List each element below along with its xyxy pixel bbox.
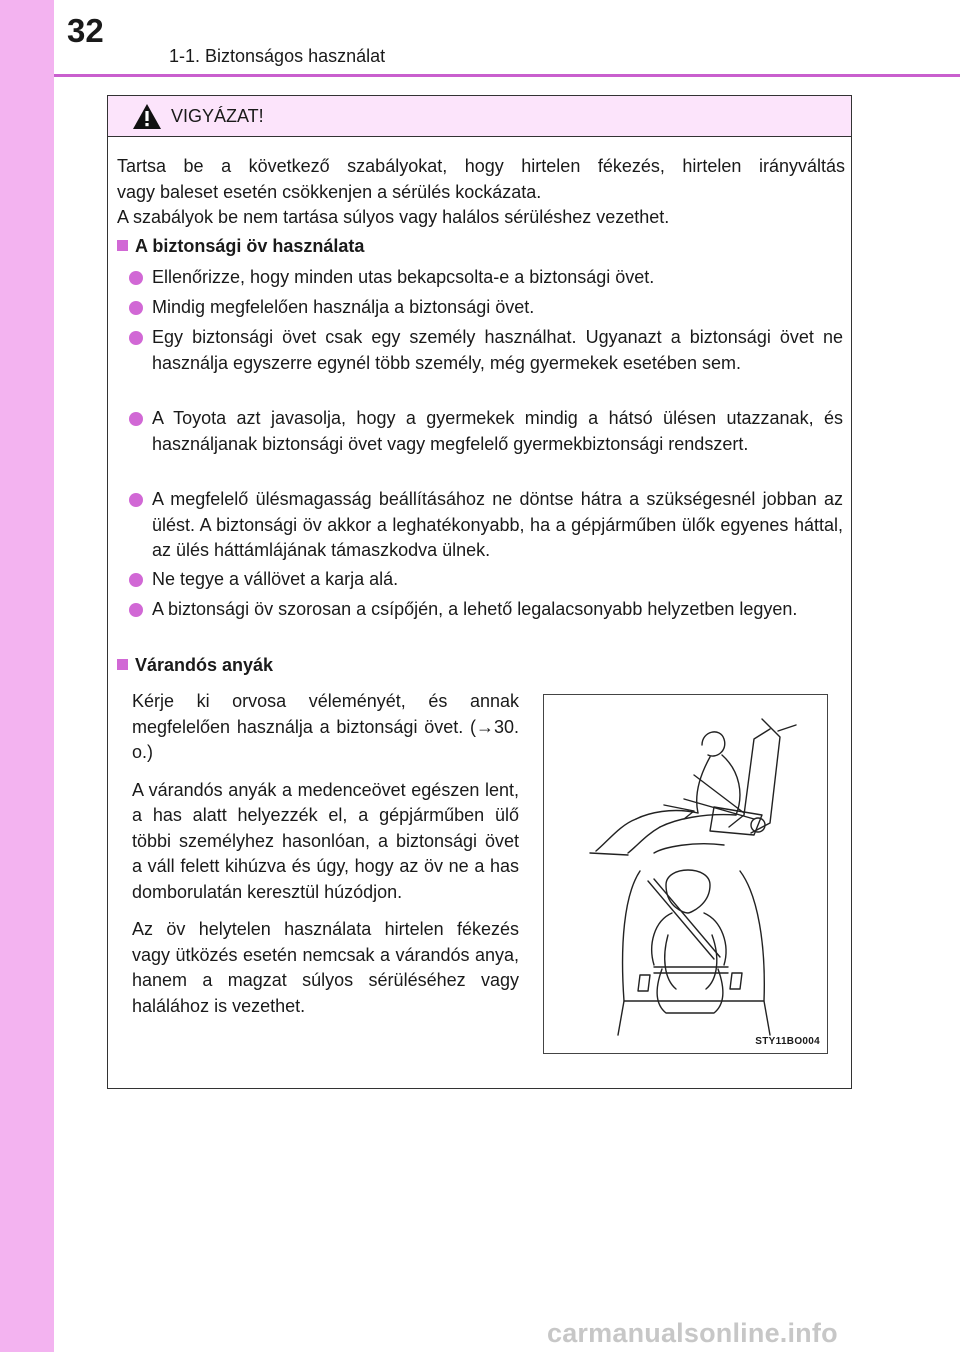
illustration-code: STY11BO004 — [755, 1036, 820, 1047]
square-bullet-icon — [117, 240, 128, 251]
list-item — [129, 487, 843, 564]
pregnant-seatbelt-illustration — [543, 694, 828, 1054]
list-item — [129, 295, 843, 321]
side-tab-bar — [0, 0, 54, 1352]
list-item — [129, 265, 843, 291]
round-bullet-icon — [129, 301, 143, 315]
intro-line: Tartsa be a következő szabályokat, hogy hirtelen fékezés, hirtelen irányváltás — [117, 156, 845, 176]
round-bullet-icon — [129, 603, 143, 617]
seatbelt-heading-text: A biztonsági öv használata — [135, 236, 365, 256]
square-bullet-icon — [117, 659, 128, 670]
intro-line: vagy baleset esetén csökkenjen a sérülés kockázata. — [117, 181, 542, 202]
round-bullet-icon — [129, 412, 143, 426]
round-bullet-icon — [129, 271, 143, 285]
page-number: 32 — [67, 12, 104, 49]
section-title: 1-1. Biztonságos használat — [169, 46, 386, 66]
watermark: carmanualsonline.info — [547, 1318, 838, 1348]
warning-box — [107, 95, 852, 1089]
warning-label: VIGYÁZAT! — [171, 106, 264, 126]
list-item — [129, 567, 843, 593]
list-item-text: Egy biztonsági övet csak egy személy használhat. Ugyanazt a biztonsági övet ne használja egyszerre egynél több személy, még gyermekek esetében sem. — [152, 327, 843, 373]
paragraph: A várandós anyák a medenceövet egészen lent, a has alatt helyezzék el, a gépjárműben ülő többi személyhez hasonlóan, a biztonsági övet a váll felett kihúzva és úgy, hogy az öv ne a has domborulatán keresztül húzódjon. — [132, 779, 519, 902]
header-rule — [54, 74, 960, 77]
intro-line: A szabályok be nem tartása súlyos vagy halálos sérüléshez vezethet. — [117, 207, 670, 227]
maternity-text — [132, 689, 519, 1031]
list-item-text: Ne tegye a vállövet a karja alá. — [152, 569, 399, 589]
list-item-text: Mindig megfelelően használja a biztonsági övet. — [152, 297, 535, 317]
seatbelt-heading — [117, 234, 364, 259]
maternity-heading-text: Várandós anyák — [135, 655, 274, 675]
warning-intro — [117, 154, 845, 231]
round-bullet-icon — [129, 493, 143, 507]
paragraph: Az öv helytelen használata hirtelen fékezés vagy ütközés esetén nemcsak a várandós anya, hanem a magzat súlyos sérüléséhez vagy halálához is vezethet. — [132, 919, 519, 1016]
illustration-drawing — [544, 695, 827, 1053]
list-item — [129, 325, 843, 376]
round-bullet-icon — [129, 331, 143, 345]
list-item — [129, 597, 843, 623]
warning-triangle-icon — [132, 103, 162, 130]
list-item-text: A megfelelő ülésmagasság beállításához ne döntse hátra a szükségesnél jobban az ülést. A biztonsági öv akkor a leghatékonyabb, ha a gépjárműben ülők egyenes háttal, az ülés háttámlájának támaszkodva ülnek. — [152, 489, 843, 560]
list-item-text: A Toyota azt javasolja, hogy a gyermekek mindig a hátsó ülésen utazzanak, és használjanak biztonsági övet vagy megfelelő gyermekbiztonsági rendszert. — [152, 408, 843, 454]
round-bullet-icon — [129, 573, 143, 587]
list-item — [129, 406, 843, 457]
paragraph: Kérje ki orvosa véleményét, és annak megfelelően használja a biztonsági övet. (→30. o.) — [132, 691, 519, 762]
list-item-text: A biztonsági öv szorosan a csípőjén, a lehető legalacsonyabb helyzetben legyen. — [152, 599, 798, 619]
warning-header — [108, 96, 851, 137]
list-item-text: Ellenőrizze, hogy minden utas bekapcsolta-e a biztonsági övet. — [152, 267, 655, 287]
maternity-heading — [117, 653, 273, 678]
